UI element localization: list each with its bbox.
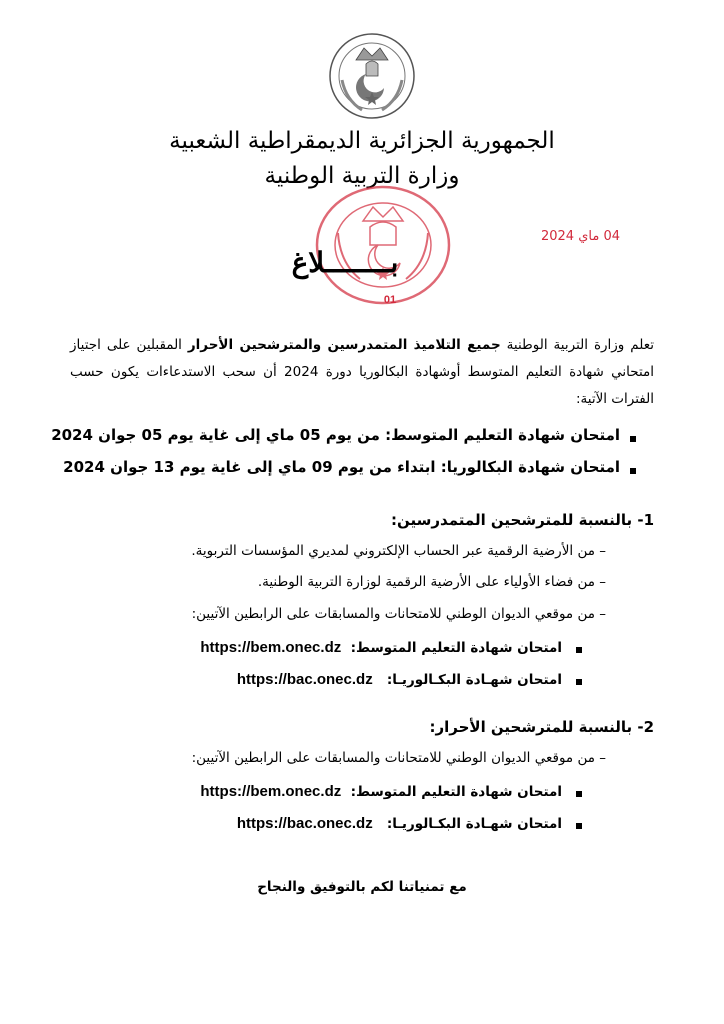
link-row-bem <box>200 783 562 800</box>
national-emblem-icon <box>326 30 418 122</box>
bem-link[interactable]: https://bem.onec.dz <box>200 639 342 656</box>
link-label: امتحان شهـادة البكـالوريـا: <box>386 672 562 688</box>
list-item: – من الأرضية الرقمية عبر الحساب الإلكتروني لمديري المؤسسات التربوية. <box>191 543 606 559</box>
intro-paragraph <box>70 332 654 413</box>
stamp-number: 01 <box>383 294 397 306</box>
period-bac: امتحان شهادة البكالوريا: ابتداء من يوم 09 ماي إلى غاية يوم 13 جوان 2024 <box>63 458 620 476</box>
section-2-heading: 2- بالنسبة للمترشحين الأحرار: <box>429 718 654 736</box>
link-label: امتحان شهـادة البكـالوريـا: <box>386 816 562 832</box>
closing-text: مع تمنياتنا لكم بالتوفيق والنجاح <box>257 879 467 895</box>
list-item <box>51 426 620 458</box>
square-bullet-icon <box>576 647 582 653</box>
link-row-bem <box>200 639 562 656</box>
document-date: 04 ماي 2024 <box>540 229 620 244</box>
list-item: – من موقعي الديوان الوطني للامتحانات والمسابقات على الرابطين الآتيين: <box>191 606 606 622</box>
square-bullet-icon <box>576 823 582 829</box>
list-item <box>63 458 620 490</box>
bem-link[interactable]: https://bem.onec.dz <box>200 783 342 800</box>
bac-link[interactable]: https://bac.onec.dz <box>236 815 373 832</box>
page-title: بــــــــلاغ <box>291 246 399 279</box>
list-item: – من فضاء الأولياء على الأرضية الرقمية لوزارة التربية الوطنية. <box>257 574 606 590</box>
period-bem: امتحان شهادة التعليم المتوسط: من يوم 05 ماي إلى غاية يوم 05 جوان 2024 <box>51 426 620 444</box>
square-bullet-icon <box>576 679 582 685</box>
ministry-name: وزارة التربية الوطنية <box>264 163 460 189</box>
section-1-heading: 1- بالنسبة للمترشحين المتمدرسين: <box>391 511 654 529</box>
link-row-bac <box>237 815 562 832</box>
intro-text-b: جميع التلاميذ المتمدرسين والمترشحين الأحرار <box>187 337 501 353</box>
intro-text-c: المقبلين على اجتياز امتحاني شهادة التعليم المتوسط أوشهادة البكالوريا دورة 2024 أن سحب الاستدعاءات يكون حسب الفترات الآتية: <box>70 337 654 407</box>
republic-name: الجمهورية الجزائرية الديمقراطية الشعبية <box>169 128 555 154</box>
square-bullet-icon <box>630 468 636 474</box>
square-bullet-icon <box>576 791 582 797</box>
intro-text-a: تعلم وزارة التربية الوطنية <box>500 337 655 353</box>
list-item: – من موقعي الديوان الوطني للامتحانات والمسابقات على الرابطين الآتيين: <box>191 750 606 766</box>
link-label: امتحان شهادة التعليم المتوسط: <box>350 784 562 800</box>
bac-link[interactable]: https://bac.onec.dz <box>236 671 373 688</box>
periods-list <box>51 426 620 490</box>
link-row-bac <box>237 671 562 688</box>
link-label: امتحان شهادة التعليم المتوسط: <box>350 640 562 656</box>
square-bullet-icon <box>630 436 636 442</box>
